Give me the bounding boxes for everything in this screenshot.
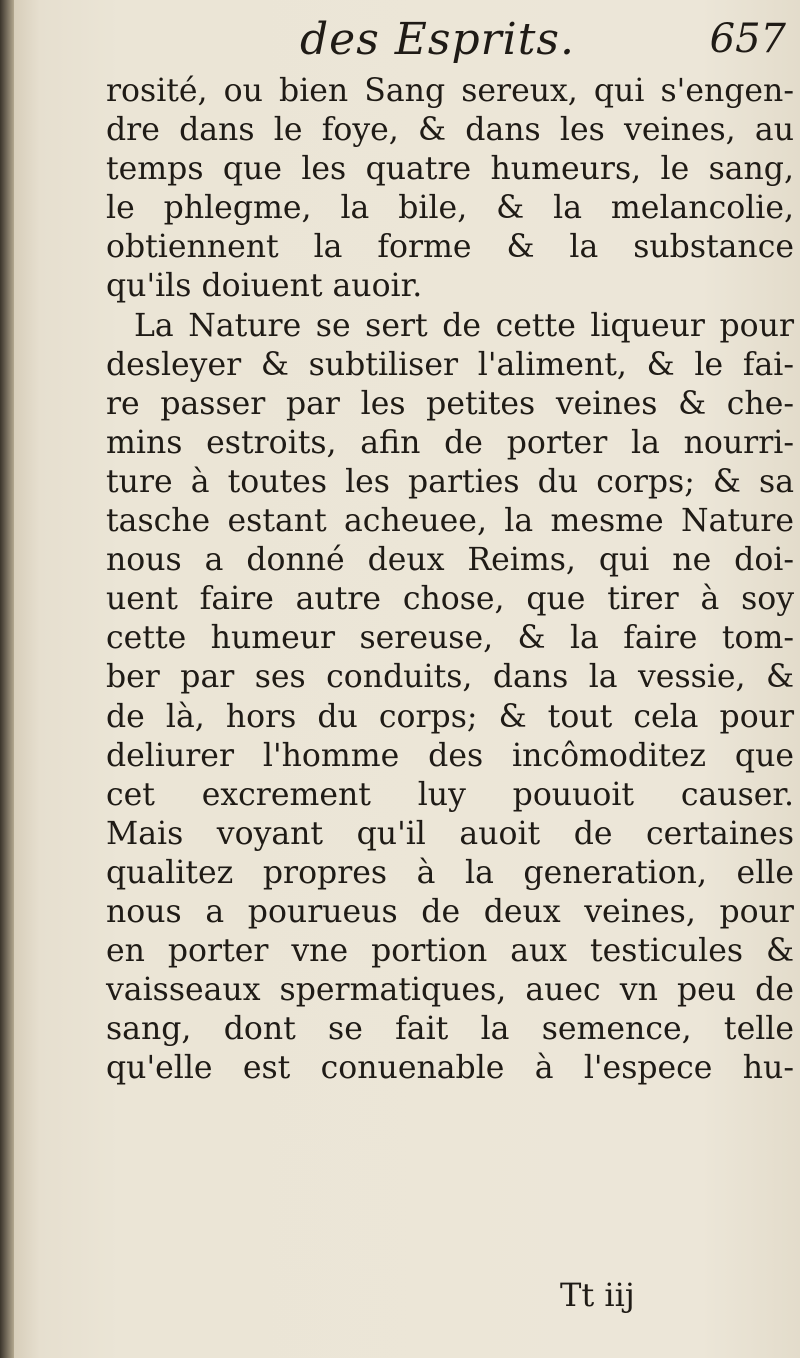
text-line: ber par ses conduits, dans la vessie, & — [106, 659, 794, 696]
text-line: qu'ils doiuent auoir. — [106, 268, 423, 305]
page-number: 657 — [709, 16, 786, 62]
text-line: ture à toutes les parties du corps; & sa — [106, 463, 794, 500]
text-line: nous a donné deux Reims, qui ne doi- — [106, 542, 794, 579]
text-line: de là, hors du corps; & tout cela pour — [106, 698, 794, 735]
text-line: mins estroits, afin de porter la nourri- — [106, 424, 794, 461]
text-line: sang, dont se fait la semence, telle — [106, 1011, 794, 1048]
text-block — [106, 72, 794, 1088]
text-line: La Nature se sert de cette liqueur pour — [134, 307, 794, 344]
text-line: qualitez propres à la generation, elle — [106, 854, 794, 891]
text-line: deliurer l'homme des incômoditez que — [106, 737, 794, 774]
text-line: qu'elle est conuenable à l'espece hu- — [106, 1050, 794, 1087]
text-line: tasche estant acheuee, la mesme Nature — [106, 503, 794, 540]
text-line: desleyer & subtiliser l'aliment, & le fai- — [106, 346, 794, 383]
text-line: uent faire autre chose, que tirer à soy — [106, 581, 794, 618]
text-line: obtiennent la forme & la substance — [106, 229, 794, 266]
text-line: re passer par les petites veines & che- — [106, 385, 794, 422]
text-line: le phlegme, la bile, & la melancolie, — [106, 190, 794, 227]
text-line: vaisseaux spermatiques, auec vn peu de — [106, 972, 794, 1009]
binding-gutter — [0, 0, 14, 1358]
text-line: dre dans le foye, & dans les veines, au — [106, 112, 794, 149]
signature-mark: Tt iij — [560, 1276, 635, 1314]
text-line: nous a pourueus de deux veines, pour — [106, 893, 794, 930]
running-head — [100, 10, 790, 72]
text-line: en porter vne portion aux testicules & — [106, 933, 794, 970]
text-line: cet excrement luy pouuoit causer. — [106, 776, 794, 813]
text-line: rosité, ou bien Sang sereux, qui s'engen- — [106, 73, 794, 109]
text-line: cette humeur sereuse, & la faire tom- — [106, 620, 794, 657]
running-title: des Esprits. — [300, 14, 575, 65]
text-line: temps que les quatre humeurs, le sang, — [106, 151, 794, 188]
text-line: Mais voyant qu'il auoit de certaines — [106, 815, 794, 852]
